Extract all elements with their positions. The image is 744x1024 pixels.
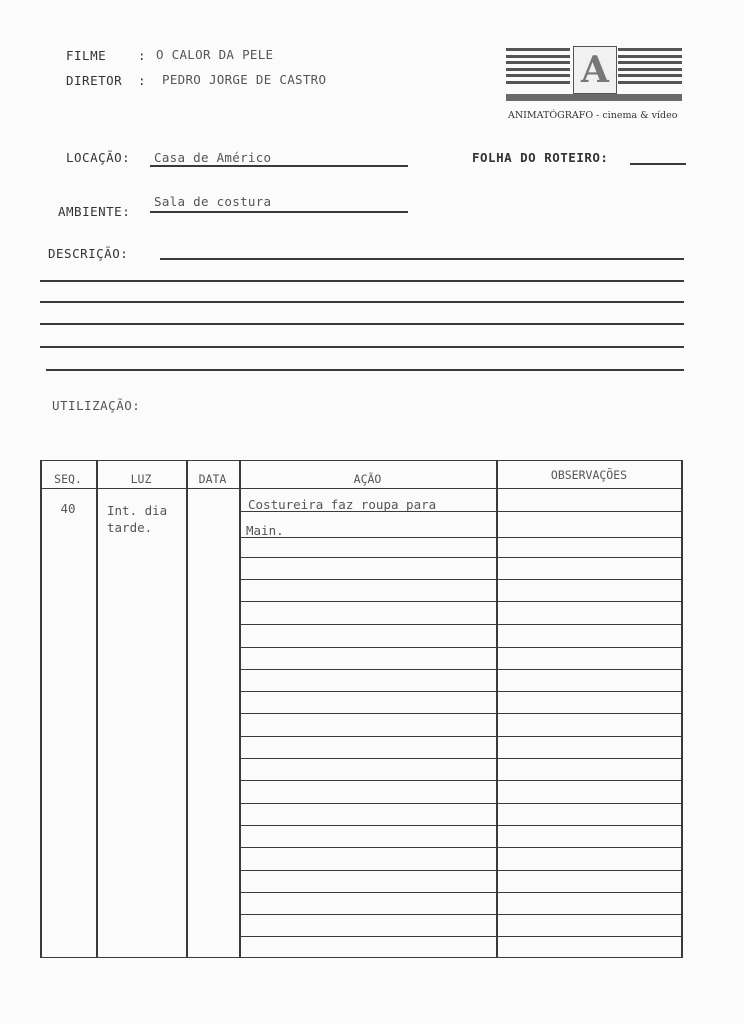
ambiente-label: AMBIENTE:	[58, 204, 131, 219]
folha-roteiro-label: FOLHA DO ROTEIRO:	[472, 150, 609, 165]
observacoes-rule	[496, 758, 682, 759]
table-top-border	[40, 460, 682, 461]
diretor-separator: :	[138, 73, 147, 88]
descricao-line-6	[46, 369, 684, 371]
filme-separator: :	[138, 48, 147, 63]
filme-value: O CALOR DA PELE	[156, 47, 274, 62]
observacoes-rule	[496, 736, 682, 737]
observacoes-rule	[496, 557, 682, 558]
filme-label: FILME	[66, 48, 107, 63]
row-acao-line-1: Costureira faz roupa para	[248, 497, 437, 512]
row-luz-line-1: Int. dia	[107, 503, 168, 518]
logo-stripes-right	[618, 48, 682, 92]
acao-rule	[239, 936, 496, 937]
descricao-line-4	[40, 323, 684, 325]
locacao-label: LOCAÇÃO:	[66, 150, 131, 165]
acao-rule	[239, 579, 496, 580]
utilizacao-label: UTILIZAÇÃO:	[52, 398, 141, 413]
diretor-value: PEDRO JORGE DE CASTRO	[162, 72, 327, 87]
row-luz-line-2: tarde.	[107, 520, 153, 535]
locacao-value: Casa de Américo	[154, 150, 272, 165]
descricao-line-3	[40, 301, 684, 303]
header-seq: SEQ.	[54, 472, 82, 486]
observacoes-rule	[496, 713, 682, 714]
observacoes-rule	[496, 780, 682, 781]
ambiente-underline	[150, 211, 408, 213]
observacoes-rule	[496, 579, 682, 580]
acao-rule	[239, 713, 496, 714]
observacoes-rule	[496, 511, 682, 512]
observacoes-rule	[496, 870, 682, 871]
acao-rule	[239, 870, 496, 871]
descricao-line-2	[40, 280, 684, 282]
acao-rule	[239, 892, 496, 893]
logo-base-bar	[506, 94, 682, 101]
logo-letter: A	[573, 46, 617, 94]
row-seq: 40	[60, 501, 76, 516]
locacao-underline	[150, 165, 408, 167]
acao-rule	[239, 647, 496, 648]
acao-rule	[239, 601, 496, 602]
observacoes-rule	[496, 847, 682, 848]
observacoes-rule	[496, 537, 682, 538]
observacoes-rule	[496, 892, 682, 893]
observacoes-rule	[496, 825, 682, 826]
observacoes-rule	[496, 601, 682, 602]
acao-rule	[239, 557, 496, 558]
row-acao-line-2: Main.	[246, 523, 284, 538]
table-left-border	[40, 460, 42, 958]
acao-rule	[239, 803, 496, 804]
diretor-label: DIRETOR	[66, 73, 123, 88]
observacoes-rule	[496, 936, 682, 937]
acao-rule	[239, 736, 496, 737]
header-luz: LUZ	[130, 472, 152, 486]
header-observacoes: OBSERVAÇÕES	[550, 468, 628, 482]
acao-rule	[239, 691, 496, 692]
folha-roteiro-underline	[630, 163, 686, 165]
col-divider-acao	[496, 460, 498, 958]
animatografo-logo	[506, 46, 682, 104]
ambiente-value: Sala de costura	[154, 194, 272, 209]
observacoes-rule	[496, 624, 682, 625]
table-bottom-border	[40, 957, 682, 958]
acao-rule	[239, 914, 496, 915]
table-right-border	[681, 460, 683, 958]
acao-rule	[239, 847, 496, 848]
header-data: DATA	[198, 472, 227, 486]
acao-rule	[239, 624, 496, 625]
observacoes-rule	[496, 691, 682, 692]
acao-rule	[239, 758, 496, 759]
observacoes-rule	[496, 914, 682, 915]
shot-table	[40, 460, 682, 958]
observacoes-rule	[496, 669, 682, 670]
observacoes-rule	[496, 803, 682, 804]
observacoes-rule	[496, 647, 682, 648]
descricao-label: DESCRIÇÃO:	[48, 246, 129, 261]
col-divider-seq	[96, 460, 98, 958]
descricao-line-5	[40, 346, 684, 348]
logo-stripes-left	[506, 48, 570, 92]
header-acao: AÇÃO	[353, 472, 382, 486]
acao-rule	[239, 669, 496, 670]
acao-rule	[239, 780, 496, 781]
acao-rule	[239, 825, 496, 826]
descricao-line-1	[160, 258, 684, 260]
header-underline	[40, 488, 682, 489]
logo-caption: ANIMATÓGRAFO - cinema & vídeo	[508, 110, 678, 121]
col-divider-luz	[186, 460, 188, 958]
col-divider-data	[239, 460, 241, 958]
